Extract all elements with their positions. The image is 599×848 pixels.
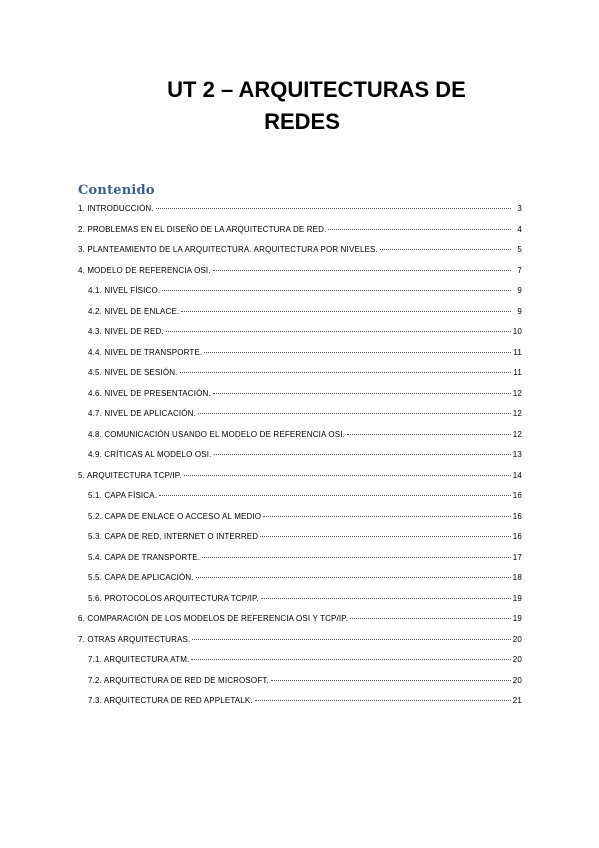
toc-dot-leader <box>271 680 511 681</box>
toc-page-number[interactable]: 18 <box>512 573 522 582</box>
toc-dot-leader <box>191 659 510 660</box>
toc-page-number[interactable]: 12 <box>512 388 522 398</box>
toc-dot-leader <box>260 536 511 537</box>
toc-dot-leader <box>180 372 511 373</box>
toc-entry[interactable] <box>78 573 522 594</box>
toc-entry-label[interactable]: 5.1. CAPA FÍSICA. <box>88 491 158 500</box>
toc-entry-label[interactable]: 4.4. NIVEL DE TRANSPORTE. <box>88 347 203 357</box>
toc-entry[interactable] <box>78 368 522 389</box>
toc-dot-leader <box>198 413 511 414</box>
toc-entry-label[interactable]: 4.8. COMUNICACIÓN USANDO EL MODELO DE REFERENCIA OSI. <box>88 429 346 439</box>
toc-entry[interactable] <box>78 471 522 492</box>
toc-entry-label[interactable]: 4.2. NIVEL DE ENLACE. <box>88 306 180 316</box>
toc-page-number[interactable]: 10 <box>512 327 522 336</box>
toc-entry-label[interactable]: 5.5. CAPA DE APLICACIÓN. <box>88 573 194 582</box>
toc-entry-label[interactable]: 5.6. PROTOCOLOS ARQUITECTURA TCP/IP. <box>88 593 259 603</box>
toc-entry[interactable] <box>78 389 522 410</box>
toc-page-number[interactable]: 21 <box>512 696 522 705</box>
toc-entry[interactable] <box>78 594 522 615</box>
toc-page-number[interactable]: 16 <box>512 491 522 500</box>
toc-entry-label[interactable]: 5.4. CAPA DE TRANSPORTE. <box>88 552 201 562</box>
toc-page-number[interactable]: 16 <box>512 532 522 541</box>
toc-dot-leader <box>214 454 511 455</box>
toc-entry-label[interactable]: 4.1. NIVEL FÍSICO. <box>88 286 161 295</box>
toc-page-number[interactable]: 19 <box>512 593 522 603</box>
toc-entry-label[interactable]: 7. OTRAS ARQUITECTURAS. <box>78 634 191 644</box>
toc-dot-leader <box>263 516 511 517</box>
toc-page-number[interactable]: 16 <box>512 511 522 521</box>
toc-page-number[interactable]: 20 <box>512 655 522 664</box>
toc-entry-label[interactable]: 7.3. ARQUITECTURA DE RED APPLETALK. <box>88 696 253 705</box>
toc-entry[interactable] <box>78 225 522 246</box>
toc-entry-label[interactable]: 1. INTRODUCCIÓN. <box>78 204 154 213</box>
toc-entry-label[interactable]: 4.5. NIVEL DE SESIÓN. <box>88 368 178 377</box>
toc-page-number[interactable]: 3 <box>517 204 522 213</box>
toc-entry-label[interactable]: 4. MODELO DE REFERENCIA OSI. <box>78 265 211 275</box>
toc-entry[interactable] <box>78 430 522 451</box>
toc-entry[interactable] <box>78 696 522 717</box>
toc-entry-label[interactable]: 7.1. ARQUITECTURA ATM. <box>88 655 190 664</box>
toc-entry[interactable] <box>78 266 522 287</box>
toc-entry-label[interactable]: 7.2. ARQUITECTURA DE RED DE MICROSOFT. <box>88 675 269 685</box>
toc-entry[interactable] <box>78 450 522 471</box>
toc-page-number[interactable]: 4 <box>517 224 522 234</box>
toc-entry-label[interactable]: 3. PLANTEAMIENTO DE LA ARQUITECTURA. ARQUITECTURA POR NIVELES. <box>78 245 378 254</box>
toc-page-number[interactable]: 17 <box>512 552 522 562</box>
toc-page-number[interactable]: 13 <box>512 450 522 459</box>
table-of-contents <box>78 204 522 717</box>
document-title <box>0 74 599 138</box>
toc-dot-leader <box>181 311 511 312</box>
toc-dot-leader <box>196 577 511 578</box>
toc-entry[interactable] <box>78 409 522 430</box>
toc-page-number[interactable]: 12 <box>512 429 522 439</box>
toc-entry[interactable] <box>78 286 522 307</box>
toc-entry[interactable] <box>78 676 522 697</box>
toc-page-number[interactable]: 12 <box>512 409 522 418</box>
toc-dot-leader <box>184 475 511 476</box>
toc-dot-leader <box>202 557 511 558</box>
toc-entry[interactable] <box>78 655 522 676</box>
toc-page-number[interactable]: 9 <box>517 306 522 316</box>
title-line-1: UT 2 – ARQUITECTURAS DE <box>167 77 466 102</box>
toc-entry-label[interactable]: 4.3. NIVEL DE RED. <box>88 327 164 336</box>
toc-page-number[interactable]: 14 <box>512 470 522 480</box>
toc-page-number[interactable]: 11 <box>513 368 522 377</box>
toc-page-number[interactable]: 5 <box>517 245 522 254</box>
toc-entry[interactable] <box>78 635 522 656</box>
toc-dot-leader <box>255 700 511 701</box>
toc-dot-leader <box>192 639 510 640</box>
toc-entry[interactable] <box>78 532 522 553</box>
toc-dot-leader <box>156 208 511 209</box>
toc-entry-label[interactable]: 2. PROBLEMAS EN EL DISEÑO DE LA ARQUITECTURA DE RED. <box>78 224 327 234</box>
toc-entry[interactable] <box>78 204 522 225</box>
toc-entry-label[interactable]: 4.9. CRÍTICAS AL MODELO OSI. <box>88 450 212 459</box>
toc-entry[interactable] <box>78 553 522 574</box>
toc-dot-leader <box>347 434 511 435</box>
toc-dot-leader <box>166 331 511 332</box>
toc-entry[interactable] <box>78 245 522 266</box>
title-line-2: REDES <box>264 109 340 134</box>
toc-entry[interactable] <box>78 327 522 348</box>
toc-dot-leader <box>328 229 511 230</box>
toc-entry[interactable] <box>78 512 522 533</box>
toc-page-number[interactable]: 7 <box>517 265 522 275</box>
toc-dot-leader <box>213 270 511 271</box>
toc-entry-label[interactable]: 6. COMPARACIÓN DE LOS MODELOS DE REFERENCIA OSI Y TCP/IP. <box>78 614 349 623</box>
toc-heading: Contenido <box>78 183 155 198</box>
toc-dot-leader <box>162 290 511 291</box>
toc-entry[interactable] <box>78 614 522 635</box>
toc-page-number[interactable]: 9 <box>517 286 522 295</box>
toc-entry-label[interactable]: 5.2. CAPA DE ENLACE O ACCESO AL MEDIO <box>88 511 262 521</box>
toc-entry-label[interactable]: 5. ARQUITECTURA TCP/IP. <box>78 470 182 480</box>
toc-page-number[interactable]: 20 <box>512 634 522 644</box>
toc-page-number[interactable]: 19 <box>512 614 522 623</box>
toc-entry-label[interactable]: 4.6. NIVEL DE PRESENTACIÓN. <box>88 388 211 398</box>
toc-dot-leader <box>204 352 511 353</box>
toc-entry-label[interactable]: 4.7. NIVEL DE APLICACIÓN. <box>88 409 196 418</box>
toc-dot-leader <box>159 495 511 496</box>
toc-page-number[interactable]: 20 <box>512 675 522 685</box>
toc-entry-label[interactable]: 5.3. CAPA DE RED, INTERNET O INTERRED <box>88 532 259 541</box>
toc-entry[interactable] <box>78 307 522 328</box>
toc-dot-leader <box>380 249 511 250</box>
toc-page-number[interactable]: 11 <box>513 347 522 357</box>
toc-entry[interactable] <box>78 491 522 512</box>
toc-entry[interactable] <box>78 348 522 369</box>
toc-dot-leader <box>261 598 511 599</box>
toc-dot-leader <box>350 618 511 619</box>
toc-dot-leader <box>213 393 511 394</box>
